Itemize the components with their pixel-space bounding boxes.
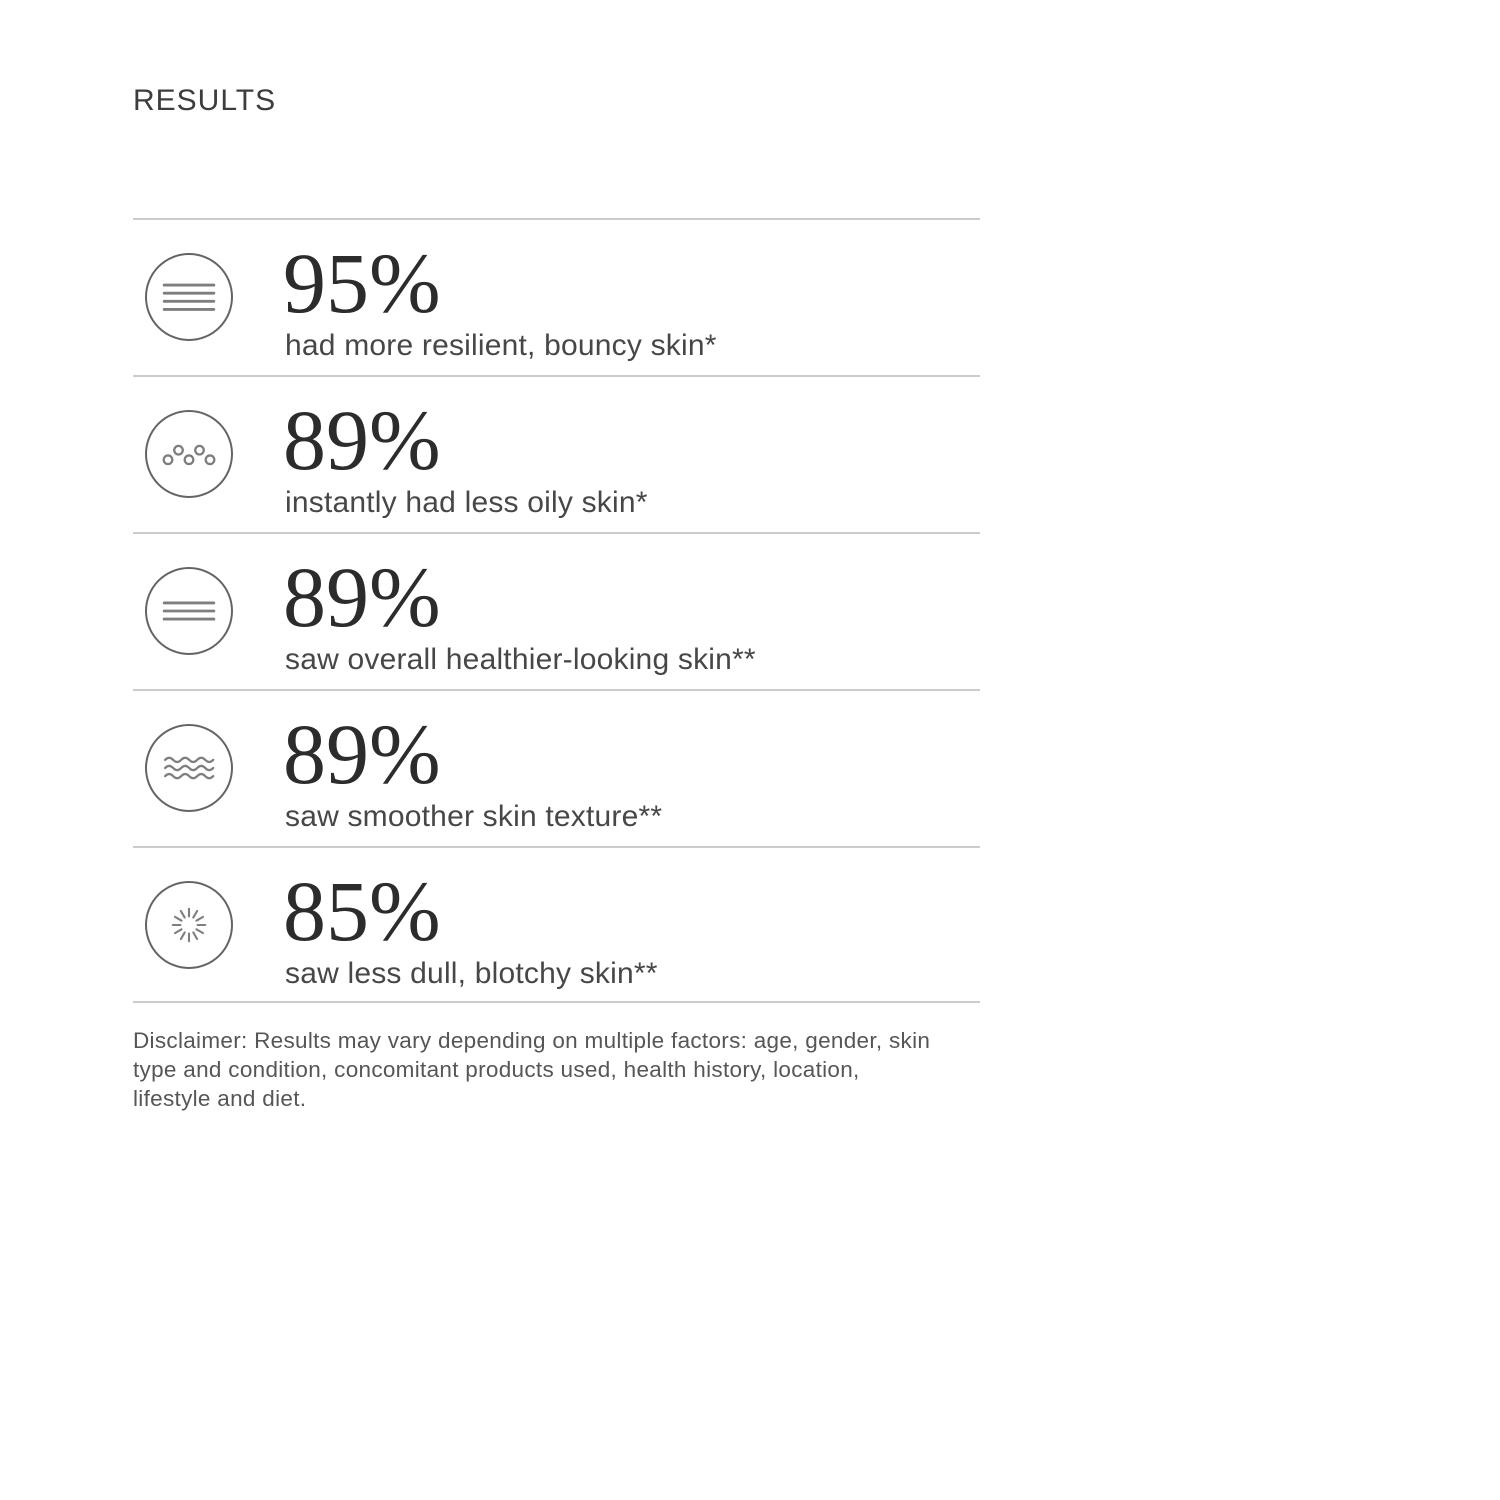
texture-waves-icon: [145, 724, 233, 812]
result-description: saw overall healthier-looking skin**: [285, 643, 756, 676]
disclaimer-line: lifestyle and diet.: [133, 1086, 307, 1111]
result-description: had more resilient, bouncy skin*: [285, 329, 717, 362]
disclaimer-text: [133, 1026, 930, 1113]
healthy-skin-lines-icon: [145, 567, 233, 655]
result-row: [133, 846, 980, 1003]
disclaimer-line: type and condition, concomitant products used, health history, location,: [133, 1057, 860, 1082]
results-list: [133, 218, 980, 1003]
result-percentage: 89%: [283, 392, 441, 488]
result-row: [133, 218, 980, 375]
result-row: [133, 375, 980, 532]
result-percentage: 85%: [283, 863, 441, 959]
resilience-lines-icon: [145, 253, 233, 341]
result-percentage: 95%: [283, 235, 441, 331]
result-description: saw smoother skin texture**: [285, 800, 663, 833]
oil-droplets-icon: [145, 410, 233, 498]
disclaimer-line: Disclaimer: Results may vary depending on multiple factors: age, gender, skin: [133, 1028, 931, 1053]
result-row: [133, 689, 980, 846]
radiance-sunburst-icon: [145, 881, 233, 969]
page-title: RESULTS: [133, 84, 277, 117]
result-row: [133, 532, 980, 689]
result-description: saw less dull, blotchy skin**: [285, 957, 658, 990]
result-description: instantly had less oily skin*: [285, 486, 648, 519]
result-percentage: 89%: [283, 706, 441, 802]
result-percentage: 89%: [283, 549, 441, 645]
